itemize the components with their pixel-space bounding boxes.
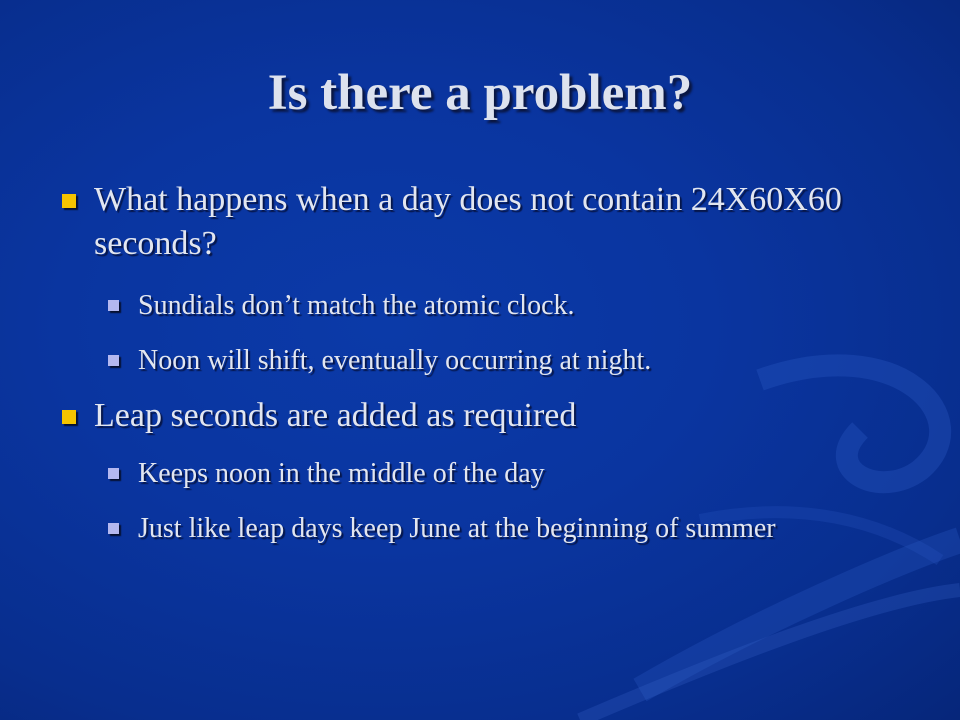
slide-title: Is there a problem? — [267, 65, 693, 121]
square-sub-bullet-icon — [108, 468, 119, 479]
square-bullet-icon — [62, 194, 76, 208]
sub-bullet-text: Just like leap days keep June at the beginning of summer — [138, 513, 776, 544]
sub-bullet-text: Sundials don’t match the atomic clock. — [138, 290, 575, 321]
square-sub-bullet-icon — [108, 300, 119, 311]
sub-bullet-item-leap-days — [60, 510, 920, 548]
square-sub-bullet-icon — [108, 355, 119, 366]
bullet-text: Leap seconds are added as required — [94, 397, 577, 434]
sub-bullet-item-noon-shift — [60, 342, 920, 380]
square-sub-bullet-icon — [108, 523, 119, 534]
bullet-list — [60, 178, 920, 548]
sub-bullet-item-noon-middle — [60, 455, 920, 493]
sub-bullet-text: Keeps noon in the middle of the day — [138, 458, 545, 489]
sub-bullet-text: Noon will shift, eventually occurring at night. — [138, 345, 652, 376]
sub-bullet-item-sundials — [60, 287, 920, 325]
bullet-item-leap-seconds — [60, 394, 920, 438]
bullet-item-day-length — [60, 178, 920, 266]
bullet-text: What happens when a day does not contain 24X60X60 seconds? — [94, 181, 842, 262]
square-bullet-icon — [62, 410, 76, 424]
